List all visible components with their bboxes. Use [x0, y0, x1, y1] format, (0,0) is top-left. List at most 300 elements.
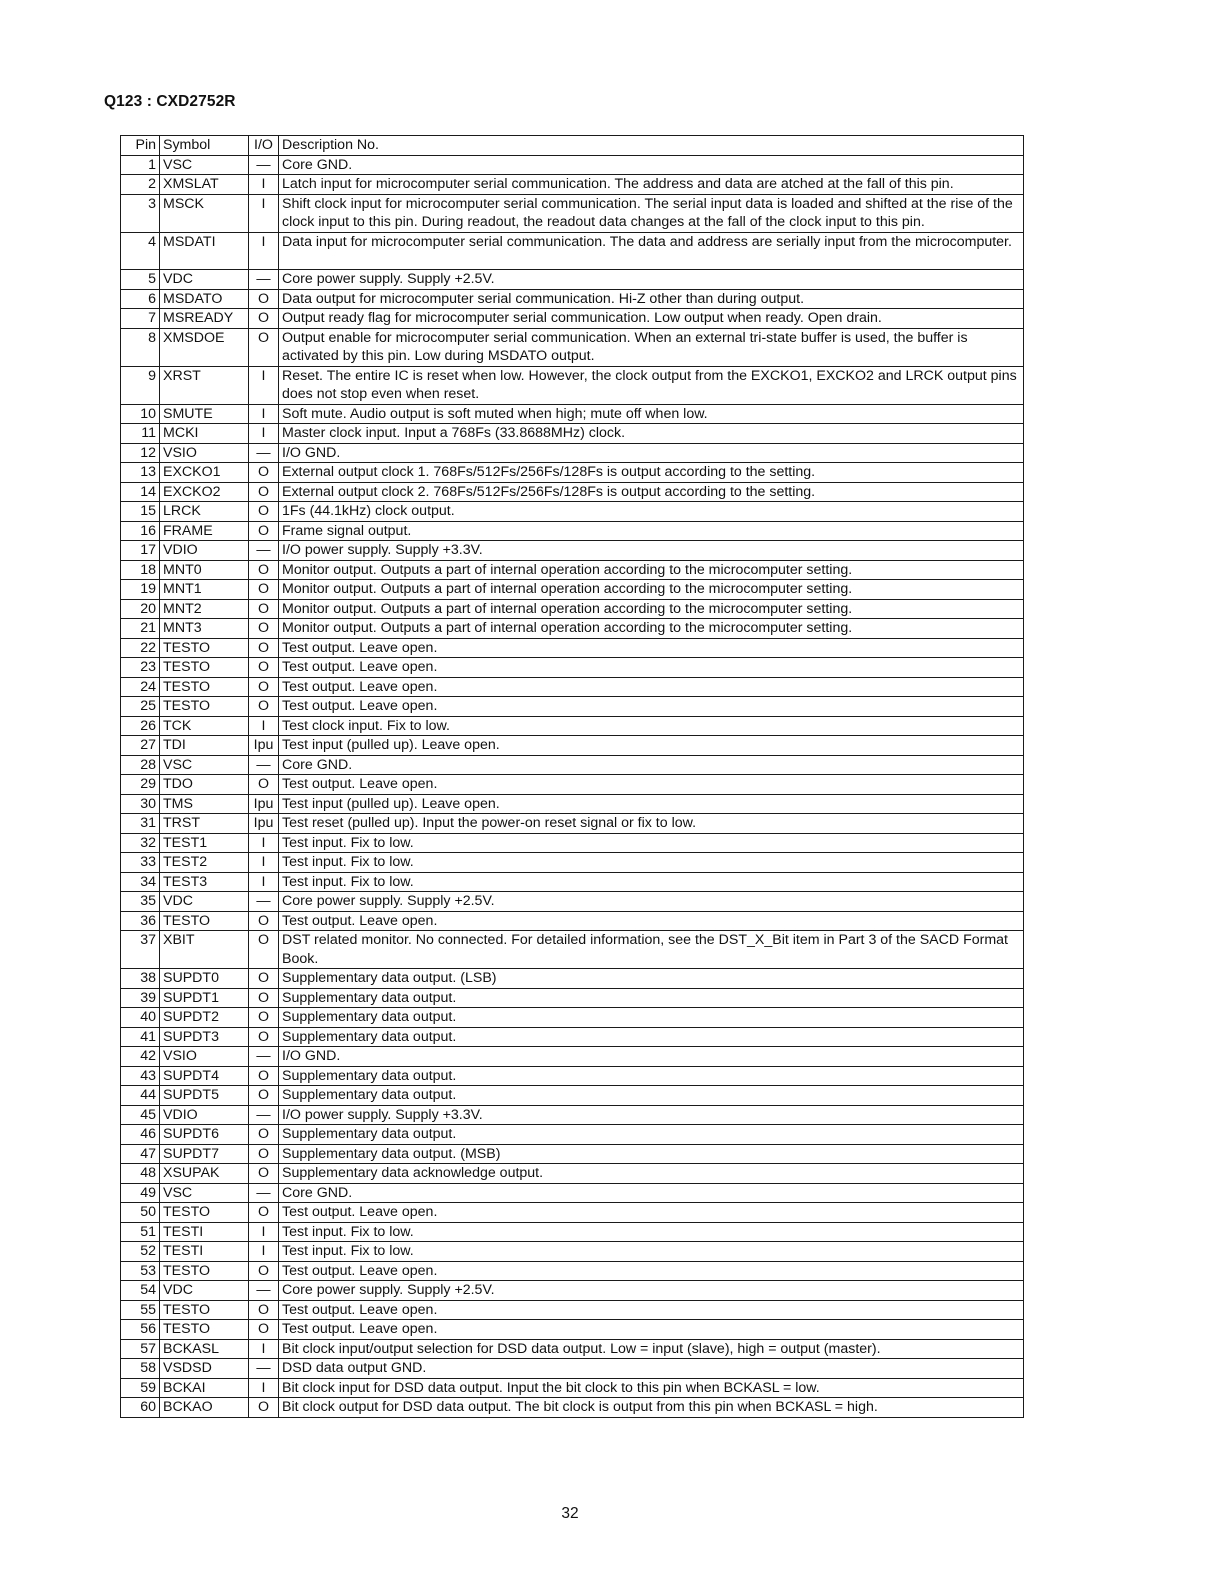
io-cell: Ipu	[249, 736, 279, 756]
io-cell: —	[249, 1359, 279, 1379]
symbol-cell: MSDATO	[160, 289, 249, 309]
description-cell: Test clock input. Fix to low.	[279, 716, 1024, 736]
pin-number-cell: 44	[121, 1086, 160, 1106]
symbol-cell: VSDSD	[160, 1359, 249, 1379]
io-cell: —	[249, 541, 279, 561]
table-row	[121, 911, 1024, 931]
symbol-cell: VDC	[160, 892, 249, 912]
io-cell: I	[249, 366, 279, 404]
table-row	[121, 1164, 1024, 1184]
io-cell: O	[249, 1261, 279, 1281]
description-cell: I/O power supply. Supply +3.3V.	[279, 1105, 1024, 1125]
io-cell: O	[249, 677, 279, 697]
pin-number-cell: 33	[121, 853, 160, 873]
symbol-cell: XMSLAT	[160, 175, 249, 195]
description-cell: Monitor output. Outputs a part of internal operation according to the microcomputer setting.	[279, 580, 1024, 600]
description-cell: Data input for microcomputer serial communication. The data and address are serially input from the microcomputer.	[279, 232, 1024, 270]
io-cell: —	[249, 1047, 279, 1067]
description-cell: Core power supply. Supply +2.5V.	[279, 892, 1024, 912]
pin-description-table	[120, 135, 1024, 1418]
description-cell: Output ready flag for microcomputer serial communication. Low output when ready. Open drain.	[279, 309, 1024, 329]
description-cell: Core power supply. Supply +2.5V.	[279, 270, 1024, 290]
table-row	[121, 619, 1024, 639]
io-cell: —	[249, 270, 279, 290]
pin-number-cell: 37	[121, 931, 160, 969]
description-cell: Test input. Fix to low.	[279, 1242, 1024, 1262]
table-row	[121, 988, 1024, 1008]
table-row	[121, 270, 1024, 290]
io-cell: I	[249, 716, 279, 736]
io-cell: O	[249, 289, 279, 309]
table-row	[121, 289, 1024, 309]
io-cell: O	[249, 1125, 279, 1145]
table-row	[121, 1398, 1024, 1418]
symbol-cell: SUPDT6	[160, 1125, 249, 1145]
table-row	[121, 1125, 1024, 1145]
table-row	[121, 716, 1024, 736]
io-cell: I	[249, 1339, 279, 1359]
description-cell: Test output. Leave open.	[279, 638, 1024, 658]
symbol-cell: FRAME	[160, 521, 249, 541]
pin-number-cell: 26	[121, 716, 160, 736]
pin-number-cell: 46	[121, 1125, 160, 1145]
symbol-cell: TCK	[160, 716, 249, 736]
pin-number-cell: 30	[121, 794, 160, 814]
pin-number-cell: 57	[121, 1339, 160, 1359]
description-cell: Test input. Fix to low.	[279, 853, 1024, 873]
description-cell: Data output for microcomputer serial communication. Hi-Z other than during output.	[279, 289, 1024, 309]
symbol-cell: SUPDT4	[160, 1066, 249, 1086]
table-row	[121, 833, 1024, 853]
symbol-cell: MNT1	[160, 580, 249, 600]
description-cell: Frame signal output.	[279, 521, 1024, 541]
symbol-cell: XBIT	[160, 931, 249, 969]
description-cell: Supplementary data output.	[279, 1066, 1024, 1086]
symbol-cell: TRST	[160, 814, 249, 834]
description-cell: Test output. Leave open.	[279, 1203, 1024, 1223]
symbol-cell: VDC	[160, 270, 249, 290]
pin-number-cell: 48	[121, 1164, 160, 1184]
symbol-cell: MSREADY	[160, 309, 249, 329]
table-row	[121, 1359, 1024, 1379]
description-cell: Test output. Leave open.	[279, 1320, 1024, 1340]
symbol-cell: VSC	[160, 155, 249, 175]
description-cell: I/O GND.	[279, 1047, 1024, 1067]
description-cell: DSD data output GND.	[279, 1359, 1024, 1379]
io-cell: O	[249, 988, 279, 1008]
description-cell: Latch input for microcomputer serial communication. The address and data are atched at the fall of this pin.	[279, 175, 1024, 195]
description-cell: Test input. Fix to low.	[279, 833, 1024, 853]
description-cell: I/O GND.	[279, 443, 1024, 463]
pin-number-cell: 20	[121, 599, 160, 619]
description-cell: External output clock 2. 768Fs/512Fs/256Fs/128Fs is output according to the setting.	[279, 482, 1024, 502]
description-cell: Soft mute. Audio output is soft muted when high; mute off when low.	[279, 404, 1024, 424]
description-cell: Supplementary data output.	[279, 1027, 1024, 1047]
description-cell: Supplementary data output.	[279, 1008, 1024, 1028]
pin-number-cell: 58	[121, 1359, 160, 1379]
pin-number-cell: 42	[121, 1047, 160, 1067]
table-row	[121, 1222, 1024, 1242]
io-cell: I	[249, 1242, 279, 1262]
symbol-cell: TESTI	[160, 1242, 249, 1262]
table-row	[121, 775, 1024, 795]
description-cell: Test output. Leave open.	[279, 1300, 1024, 1320]
symbol-cell: TESTO	[160, 1203, 249, 1223]
pin-number-cell: 50	[121, 1203, 160, 1223]
table-row	[121, 931, 1024, 969]
description-cell: Monitor output. Outputs a part of internal operation according to the microcomputer setting.	[279, 619, 1024, 639]
symbol-cell: VDIO	[160, 1105, 249, 1125]
table-row	[121, 443, 1024, 463]
io-cell: I	[249, 1378, 279, 1398]
pin-number-cell: 56	[121, 1320, 160, 1340]
table-row	[121, 404, 1024, 424]
io-cell: I	[249, 833, 279, 853]
table-row	[121, 424, 1024, 444]
table-row	[121, 697, 1024, 717]
description-cell: Supplementary data acknowledge output.	[279, 1164, 1024, 1184]
io-cell: O	[249, 1203, 279, 1223]
pin-number-cell: 54	[121, 1281, 160, 1301]
table-row	[121, 1339, 1024, 1359]
io-cell: O	[249, 1008, 279, 1028]
header-symbol: Symbol	[160, 136, 249, 156]
table-row	[121, 853, 1024, 873]
symbol-cell: VDC	[160, 1281, 249, 1301]
description-cell: Test output. Leave open.	[279, 911, 1024, 931]
pin-number-cell: 49	[121, 1183, 160, 1203]
description-cell: Supplementary data output.	[279, 1125, 1024, 1145]
io-cell: O	[249, 560, 279, 580]
pin-number-cell: 9	[121, 366, 160, 404]
pin-number-cell: 1	[121, 155, 160, 175]
symbol-cell: VDIO	[160, 541, 249, 561]
description-cell: Test output. Leave open.	[279, 658, 1024, 678]
table-row	[121, 794, 1024, 814]
io-cell: O	[249, 482, 279, 502]
table-row	[121, 638, 1024, 658]
io-cell: I	[249, 404, 279, 424]
io-cell: O	[249, 1398, 279, 1418]
io-cell: I	[249, 872, 279, 892]
pin-number-cell: 21	[121, 619, 160, 639]
description-cell: Reset. The entire IC is reset when low. However, the clock output from the EXCKO1, EXCKO2 and LRCK output pins does not stop even when reset.	[279, 366, 1024, 404]
description-cell: Test output. Leave open.	[279, 1261, 1024, 1281]
symbol-cell: TESTO	[160, 638, 249, 658]
table-row	[121, 1281, 1024, 1301]
pin-number-cell: 28	[121, 755, 160, 775]
description-cell: Monitor output. Outputs a part of internal operation according to the microcomputer setting.	[279, 560, 1024, 580]
pin-number-cell: 34	[121, 872, 160, 892]
symbol-cell: TMS	[160, 794, 249, 814]
table-row	[121, 658, 1024, 678]
pin-number-cell: 55	[121, 1300, 160, 1320]
symbol-cell: TEST3	[160, 872, 249, 892]
table-row	[121, 366, 1024, 404]
table-row	[121, 677, 1024, 697]
description-cell: 1Fs (44.1kHz) clock output.	[279, 502, 1024, 522]
description-cell: Bit clock input for DSD data output. Input the bit clock to this pin when BCKASL = low.	[279, 1378, 1024, 1398]
pin-number-cell: 60	[121, 1398, 160, 1418]
symbol-cell: SUPDT0	[160, 969, 249, 989]
pin-number-cell: 29	[121, 775, 160, 795]
table-row	[121, 1008, 1024, 1028]
table-row	[121, 175, 1024, 195]
io-cell: O	[249, 1086, 279, 1106]
header-description: Description No.	[279, 136, 1024, 156]
symbol-cell: MNT2	[160, 599, 249, 619]
symbol-cell: SUPDT3	[160, 1027, 249, 1047]
io-cell: O	[249, 775, 279, 795]
description-cell: Test output. Leave open.	[279, 697, 1024, 717]
symbol-cell: VSIO	[160, 1047, 249, 1067]
pin-number-cell: 4	[121, 232, 160, 270]
pin-number-cell: 22	[121, 638, 160, 658]
table-row	[121, 541, 1024, 561]
symbol-cell: TDO	[160, 775, 249, 795]
pin-number-cell: 36	[121, 911, 160, 931]
symbol-cell: MNT3	[160, 619, 249, 639]
table-row	[121, 1066, 1024, 1086]
symbol-cell: VSIO	[160, 443, 249, 463]
symbol-cell: EXCKO2	[160, 482, 249, 502]
symbol-cell: TESTO	[160, 658, 249, 678]
table-row	[121, 482, 1024, 502]
description-cell: DST related monitor. No connected. For detailed information, see the DST_X_Bit item in Part 3 of the SACD Format Book.	[279, 931, 1024, 969]
description-cell: Supplementary data output.	[279, 1086, 1024, 1106]
io-cell: O	[249, 1144, 279, 1164]
symbol-cell: XSUPAK	[160, 1164, 249, 1184]
table-row	[121, 232, 1024, 270]
pin-number-cell: 24	[121, 677, 160, 697]
symbol-cell: TESTO	[160, 1320, 249, 1340]
pin-number-cell: 3	[121, 194, 160, 232]
symbol-cell: XRST	[160, 366, 249, 404]
description-cell: Supplementary data output. (MSB)	[279, 1144, 1024, 1164]
pin-number-cell: 16	[121, 521, 160, 541]
description-cell: Test input (pulled up). Leave open.	[279, 794, 1024, 814]
table-row	[121, 463, 1024, 483]
io-cell: I	[249, 424, 279, 444]
pin-number-cell: 32	[121, 833, 160, 853]
io-cell: O	[249, 697, 279, 717]
pin-number-cell: 47	[121, 1144, 160, 1164]
symbol-cell: BCKASL	[160, 1339, 249, 1359]
symbol-cell: SUPDT7	[160, 1144, 249, 1164]
io-cell: O	[249, 521, 279, 541]
pin-number-cell: 14	[121, 482, 160, 502]
symbol-cell: MNT0	[160, 560, 249, 580]
symbol-cell: MCKI	[160, 424, 249, 444]
pin-number-cell: 53	[121, 1261, 160, 1281]
pin-number-cell: 5	[121, 270, 160, 290]
pin-table-body	[121, 136, 1024, 1418]
io-cell: —	[249, 443, 279, 463]
symbol-cell: SMUTE	[160, 404, 249, 424]
pin-number-cell: 51	[121, 1222, 160, 1242]
pin-number-cell: 23	[121, 658, 160, 678]
symbol-cell: VSC	[160, 1183, 249, 1203]
table-row	[121, 1300, 1024, 1320]
io-cell: O	[249, 328, 279, 366]
io-cell: O	[249, 658, 279, 678]
description-cell: I/O power supply. Supply +3.3V.	[279, 541, 1024, 561]
pin-number-cell: 15	[121, 502, 160, 522]
description-cell: Core GND.	[279, 1183, 1024, 1203]
pin-number-cell: 12	[121, 443, 160, 463]
pin-number-cell: 59	[121, 1378, 160, 1398]
table-row	[121, 328, 1024, 366]
io-cell: O	[249, 599, 279, 619]
description-cell: Bit clock output for DSD data output. The bit clock is output from this pin when BCKASL = high.	[279, 1398, 1024, 1418]
header-pin: Pin	[121, 136, 160, 156]
description-cell: Core power supply. Supply +2.5V.	[279, 1281, 1024, 1301]
io-cell: —	[249, 1105, 279, 1125]
pin-number-cell: 25	[121, 697, 160, 717]
io-cell: Ipu	[249, 814, 279, 834]
table-row	[121, 309, 1024, 329]
pin-number-cell: 6	[121, 289, 160, 309]
io-cell: I	[249, 853, 279, 873]
table-row	[121, 580, 1024, 600]
description-cell: Monitor output. Outputs a part of internal operation according to the microcomputer setting.	[279, 599, 1024, 619]
table-row	[121, 155, 1024, 175]
table-row	[121, 814, 1024, 834]
io-cell: O	[249, 911, 279, 931]
pin-number-cell: 19	[121, 580, 160, 600]
io-cell: O	[249, 1027, 279, 1047]
description-cell: Shift clock input for microcomputer serial communication. The serial input data is loaded and shifted at the rise of the clock input to this pin. During readout, the readout data changes at the fall of the clock input to this pin.	[279, 194, 1024, 232]
symbol-cell: TESTO	[160, 697, 249, 717]
io-cell: I	[249, 194, 279, 232]
table-row	[121, 892, 1024, 912]
pin-number-cell: 40	[121, 1008, 160, 1028]
table-row	[121, 1047, 1024, 1067]
io-cell: O	[249, 931, 279, 969]
description-cell: Test output. Leave open.	[279, 775, 1024, 795]
io-cell: O	[249, 309, 279, 329]
io-cell: O	[249, 463, 279, 483]
description-cell: Test reset (pulled up). Input the power-on reset signal or fix to low.	[279, 814, 1024, 834]
table-header-row	[121, 136, 1024, 156]
symbol-cell: SUPDT5	[160, 1086, 249, 1106]
io-cell: I	[249, 1222, 279, 1242]
pin-number-cell: 2	[121, 175, 160, 195]
description-cell: Supplementary data output. (LSB)	[279, 969, 1024, 989]
io-cell: O	[249, 969, 279, 989]
table-row	[121, 599, 1024, 619]
description-cell: Supplementary data output.	[279, 988, 1024, 1008]
table-row	[121, 1261, 1024, 1281]
symbol-cell: SUPDT2	[160, 1008, 249, 1028]
description-cell: Test output. Leave open.	[279, 677, 1024, 697]
symbol-cell: TESTO	[160, 1300, 249, 1320]
table-row	[121, 755, 1024, 775]
symbol-cell: TESTO	[160, 1261, 249, 1281]
description-cell: External output clock 1. 768Fs/512Fs/256Fs/128Fs is output according to the setting.	[279, 463, 1024, 483]
header-io: I/O	[249, 136, 279, 156]
io-cell: —	[249, 1183, 279, 1203]
description-cell: Output enable for microcomputer serial communication. When an external tri-state buffer is used, the buffer is activated by this pin. Low during MSDATO output.	[279, 328, 1024, 366]
table-row	[121, 1027, 1024, 1047]
pin-number-cell: 39	[121, 988, 160, 1008]
symbol-cell: TESTO	[160, 677, 249, 697]
table-row	[121, 1183, 1024, 1203]
table-row	[121, 521, 1024, 541]
io-cell: I	[249, 232, 279, 270]
table-row	[121, 1320, 1024, 1340]
symbol-cell: MSCK	[160, 194, 249, 232]
table-row	[121, 502, 1024, 522]
io-cell: O	[249, 1300, 279, 1320]
pin-number-cell: 27	[121, 736, 160, 756]
pin-number-cell: 31	[121, 814, 160, 834]
table-row	[121, 1144, 1024, 1164]
symbol-cell: TESTO	[160, 911, 249, 931]
table-row	[121, 969, 1024, 989]
pin-number-cell: 41	[121, 1027, 160, 1047]
io-cell: O	[249, 1320, 279, 1340]
table-row	[121, 1086, 1024, 1106]
io-cell: O	[249, 638, 279, 658]
pin-number-cell: 18	[121, 560, 160, 580]
symbol-cell: TDI	[160, 736, 249, 756]
description-cell: Test input. Fix to low.	[279, 1222, 1024, 1242]
description-cell: Bit clock input/output selection for DSD data output. Low = input (slave), high = output (master).	[279, 1339, 1024, 1359]
symbol-cell: EXCKO1	[160, 463, 249, 483]
pin-number-cell: 43	[121, 1066, 160, 1086]
io-cell: —	[249, 1281, 279, 1301]
symbol-cell: SUPDT1	[160, 988, 249, 1008]
io-cell: O	[249, 580, 279, 600]
table-row	[121, 194, 1024, 232]
io-cell: O	[249, 502, 279, 522]
io-cell: O	[249, 1164, 279, 1184]
table-row	[121, 1378, 1024, 1398]
io-cell: O	[249, 1066, 279, 1086]
document-title: Q123 : CXD2752R	[104, 93, 236, 110]
table-row	[121, 736, 1024, 756]
symbol-cell: TESTI	[160, 1222, 249, 1242]
description-cell: Core GND.	[279, 755, 1024, 775]
io-cell: —	[249, 755, 279, 775]
table-row	[121, 1242, 1024, 1262]
description-cell: Core GND.	[279, 155, 1024, 175]
pin-number-cell: 7	[121, 309, 160, 329]
symbol-cell: MSDATI	[160, 232, 249, 270]
page-number: 32	[561, 1505, 579, 1522]
symbol-cell: XMSDOE	[160, 328, 249, 366]
pin-number-cell: 35	[121, 892, 160, 912]
pin-number-cell: 8	[121, 328, 160, 366]
table-row	[121, 1105, 1024, 1125]
symbol-cell: BCKAO	[160, 1398, 249, 1418]
pin-number-cell: 38	[121, 969, 160, 989]
io-cell: O	[249, 619, 279, 639]
pin-number-cell: 13	[121, 463, 160, 483]
pin-number-cell: 11	[121, 424, 160, 444]
description-cell: Test input. Fix to low.	[279, 872, 1024, 892]
description-cell: Test input (pulled up). Leave open.	[279, 736, 1024, 756]
symbol-cell: TEST1	[160, 833, 249, 853]
io-cell: —	[249, 892, 279, 912]
io-cell: —	[249, 155, 279, 175]
pin-number-cell: 45	[121, 1105, 160, 1125]
pin-number-cell: 17	[121, 541, 160, 561]
table-row	[121, 872, 1024, 892]
io-cell: Ipu	[249, 794, 279, 814]
pin-number-cell: 10	[121, 404, 160, 424]
